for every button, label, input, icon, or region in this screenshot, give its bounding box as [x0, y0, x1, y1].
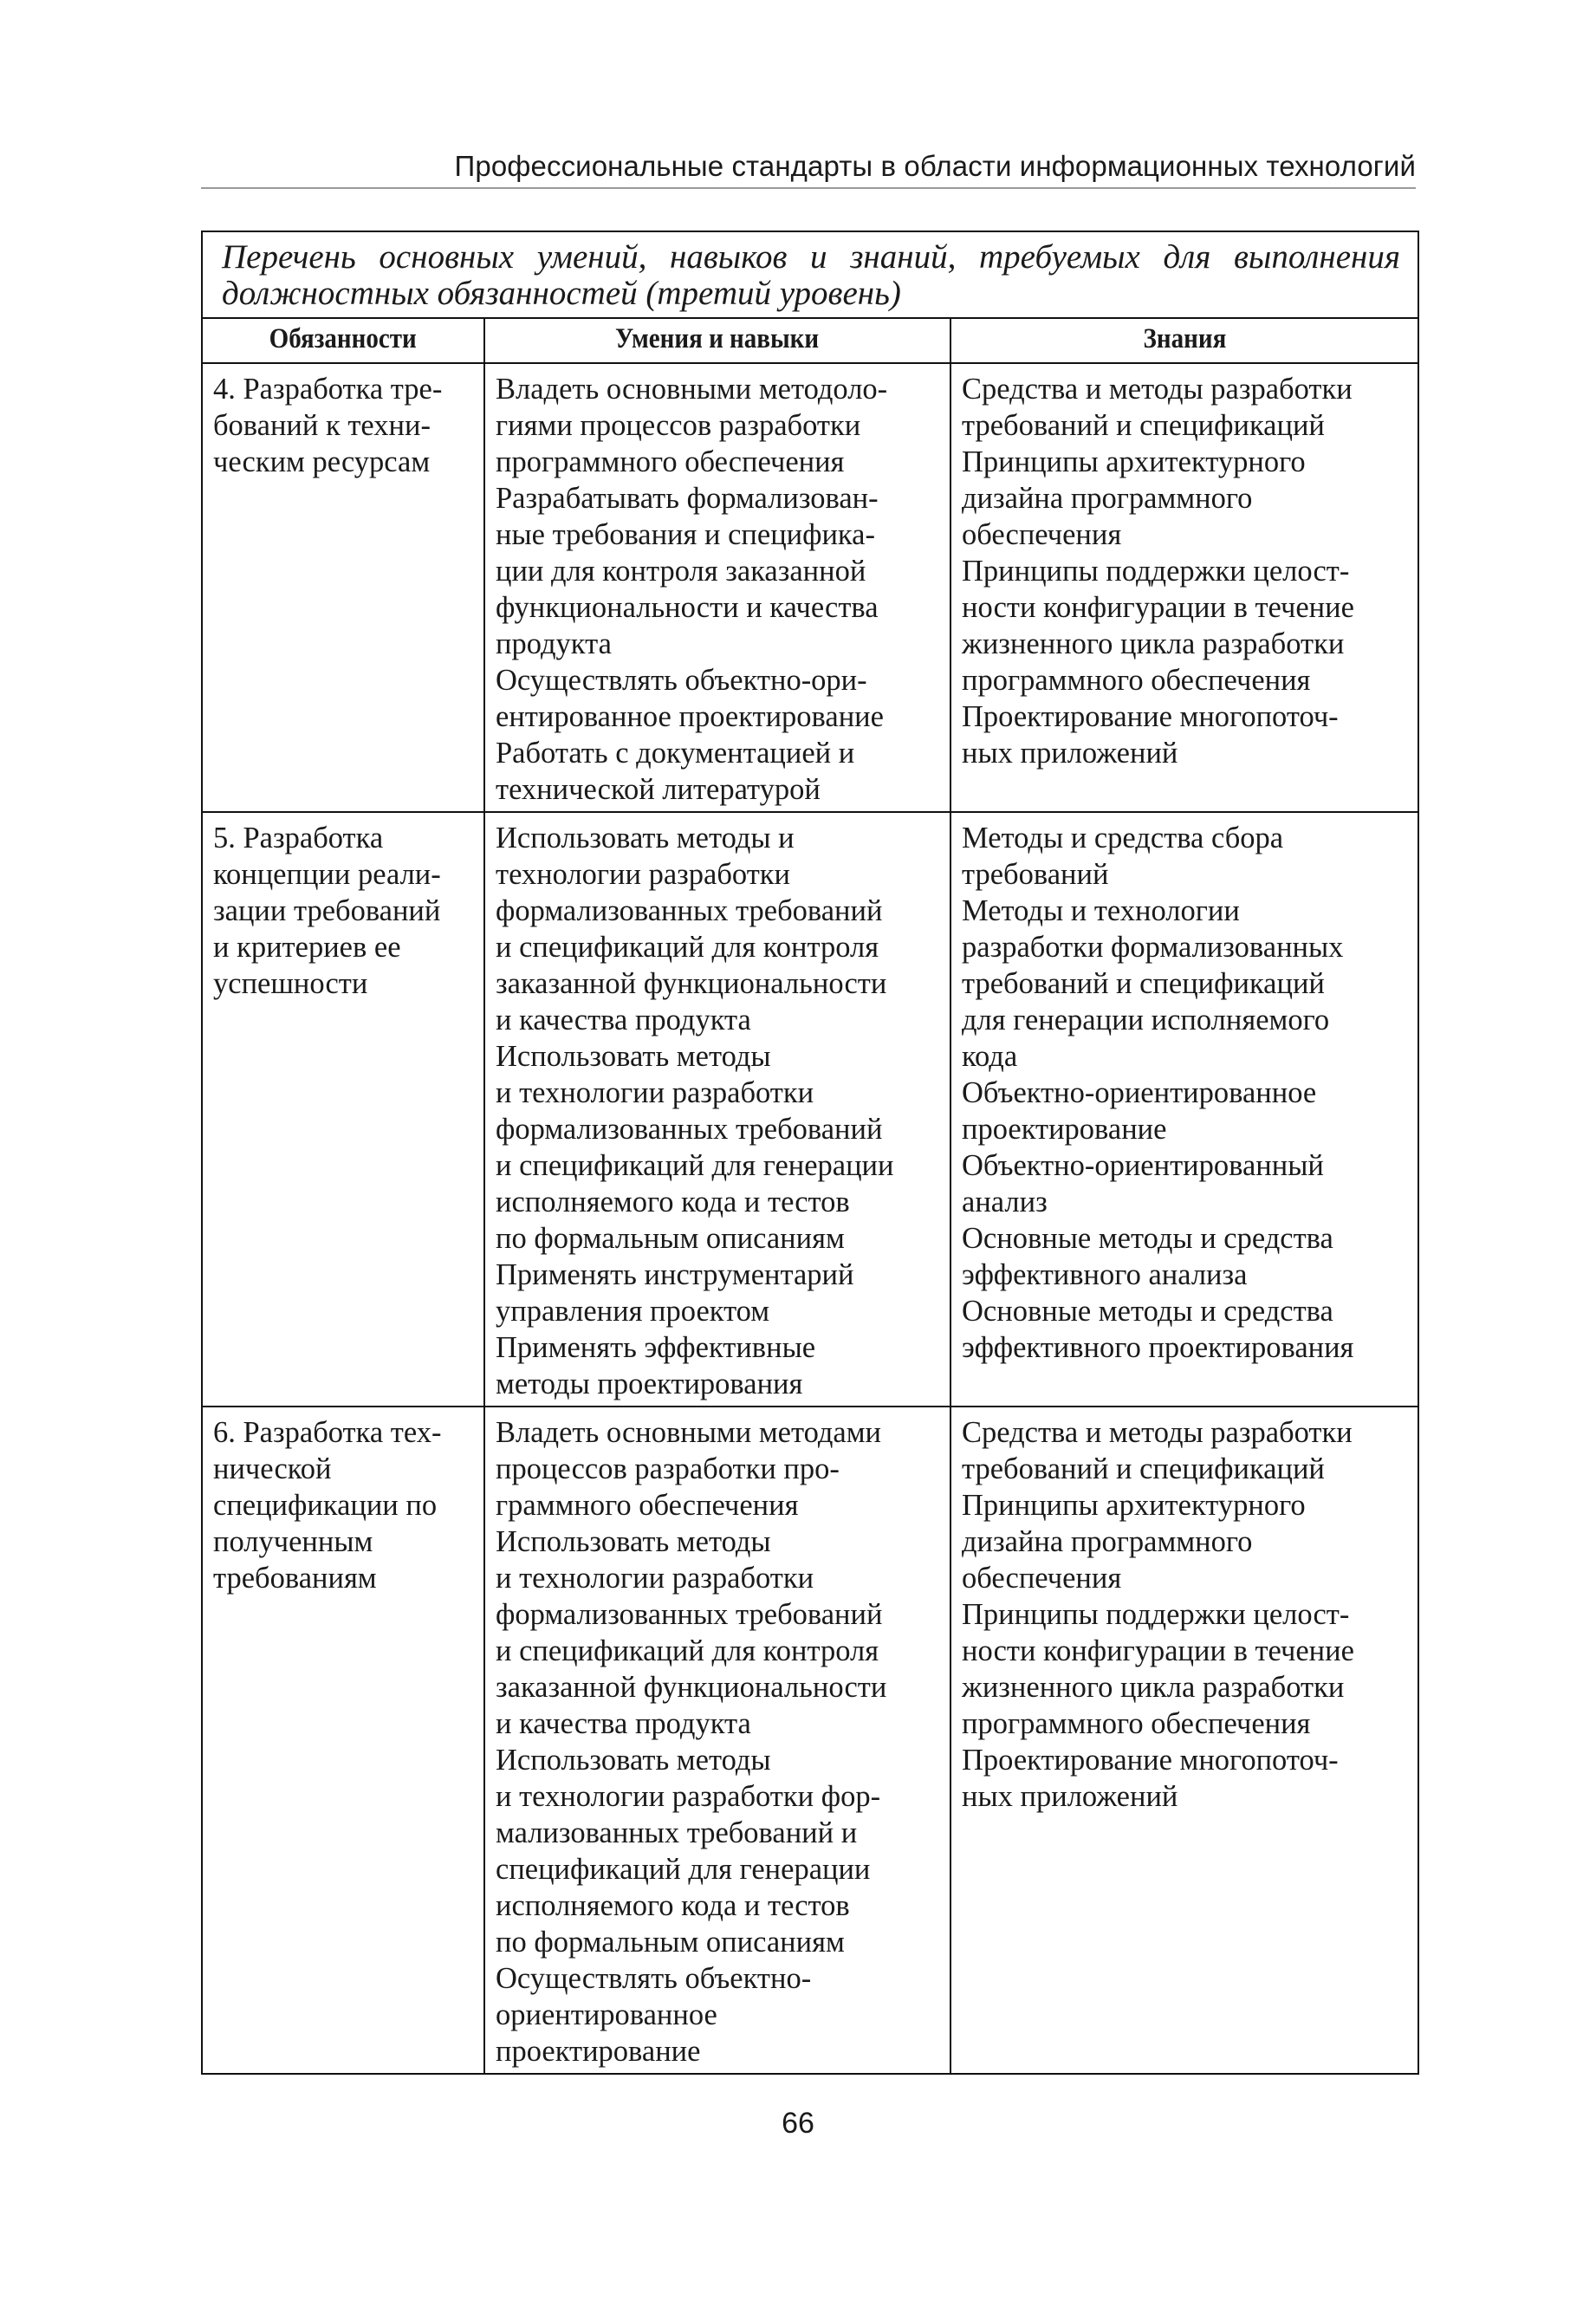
- cell-line: гиями процессов разработки: [496, 409, 861, 442]
- column-header-skills: Умения и навыки: [484, 318, 950, 363]
- cell-line: и технологии разработки: [496, 1562, 814, 1595]
- cell-line: требований и спецификаций: [962, 409, 1325, 442]
- knowledge-cell: [950, 1407, 1418, 2074]
- cell-line: 6. Разработка тех-: [213, 1416, 442, 1449]
- cell-line: функциональности и качества: [496, 591, 879, 624]
- cell-line: исполняемого кода и тестов: [496, 1186, 850, 1218]
- skills-table: [201, 231, 1419, 2075]
- cell-line: и качества продукта: [496, 1004, 751, 1036]
- cell-line: Использовать методы: [496, 1040, 771, 1073]
- cell-line: эффективного проектирования: [962, 1331, 1354, 1364]
- cell-line: обеспечения: [962, 518, 1122, 551]
- cell-line: ных приложений: [962, 737, 1178, 770]
- cell-line: и технологии разработки фор-: [496, 1780, 881, 1813]
- cell-line: Применять инструментарий: [496, 1258, 854, 1291]
- cell-line: заказанной функциональности: [496, 967, 887, 1000]
- cell-line: Принципы архитектурного: [962, 445, 1306, 478]
- cell-line: технологии разработки: [496, 858, 791, 891]
- cell-line: Объектно-ориентированное: [962, 1076, 1317, 1109]
- cell-line: формализованных требований: [496, 894, 883, 927]
- cell-line: Осуществлять объектно-ори-: [496, 664, 867, 697]
- skills-cell: [484, 1407, 950, 2074]
- cell-line: управления проектом: [496, 1295, 770, 1328]
- cell-line: ности конфигурации в течение: [962, 591, 1354, 624]
- column-header-knowledge: Знания: [950, 318, 1418, 363]
- table-caption-row: [202, 231, 1418, 318]
- table-row: [202, 1407, 1418, 2074]
- cell-line: и критериев ее: [213, 931, 401, 964]
- knowledge-cell: [950, 363, 1418, 812]
- cell-line: спецификаций для генерации: [496, 1853, 871, 1886]
- cell-line: ные требования и специфика-: [496, 518, 875, 551]
- table-row: [202, 363, 1418, 812]
- duty-cell: [202, 1407, 484, 2074]
- cell-line: продукта: [496, 627, 612, 660]
- cell-line: и спецификаций для контроля: [496, 931, 879, 964]
- cell-line: и технологии разработки: [496, 1076, 814, 1109]
- column-header-duties: Обязанности: [202, 318, 484, 363]
- duty-cell: [202, 363, 484, 812]
- cell-line: проектирование: [962, 1113, 1167, 1146]
- cell-line: программного обеспечения: [962, 1707, 1311, 1740]
- cell-line: концепции реали-: [213, 858, 441, 891]
- cell-line: и качества продукта: [496, 1707, 751, 1740]
- cell-line: бований к техни-: [213, 409, 431, 442]
- cell-line: Средства и методы разработки: [962, 373, 1353, 406]
- cell-line: требованиям: [213, 1562, 377, 1595]
- cell-line: Использовать методы и: [496, 822, 795, 854]
- cell-line: Разрабатывать формализован-: [496, 482, 879, 515]
- cell-line: для генерации исполняемого: [962, 1004, 1330, 1036]
- cell-line: Применять эффективные: [496, 1331, 816, 1364]
- cell-line: Владеть основными методоло-: [496, 373, 888, 406]
- cell-line: Осуществлять объектно-: [496, 1962, 812, 1995]
- cell-line: процессов разработки про-: [496, 1452, 840, 1485]
- cell-line: 4. Разработка тре-: [213, 373, 443, 406]
- cell-line: требований и спецификаций: [962, 1452, 1325, 1485]
- cell-line: эффективного анализа: [962, 1258, 1248, 1291]
- cell-line: Использовать методы: [496, 1525, 771, 1558]
- page-number: 66: [782, 2107, 814, 2140]
- cell-line: Объектно-ориентированный: [962, 1149, 1324, 1182]
- header-rule: [201, 187, 1416, 189]
- cell-line: анализ: [962, 1186, 1048, 1218]
- cell-line: по формальным описаниям: [496, 1926, 845, 1959]
- cell-line: успешности: [213, 967, 368, 1000]
- cell-line: Средства и методы разработки: [962, 1416, 1353, 1449]
- cell-line: ческим ресурсам: [213, 445, 431, 478]
- cell-line: граммного обеспечения: [496, 1489, 799, 1522]
- table-caption: Перечень основных умений, навыков и знаний, требуемых для выполнения должностных обязанностей (третий уровень): [202, 231, 1418, 318]
- cell-line: зации требований: [213, 894, 441, 927]
- cell-line: жизненного цикла разработки: [962, 1671, 1345, 1704]
- cell-line: Использовать методы: [496, 1744, 771, 1777]
- cell-line: по формальным описаниям: [496, 1222, 845, 1255]
- cell-line: Принципы архитектурного: [962, 1489, 1306, 1522]
- table-header-row: [202, 318, 1418, 363]
- cell-line: технической литературой: [496, 773, 821, 806]
- cell-line: полученным: [213, 1525, 373, 1558]
- knowledge-cell: [950, 812, 1418, 1407]
- cell-line: кода: [962, 1040, 1018, 1073]
- cell-line: Проектирование многопоточ-: [962, 700, 1339, 733]
- cell-line: Принципы поддержки целост-: [962, 555, 1350, 588]
- cell-line: программного обеспечения: [496, 445, 845, 478]
- cell-line: формализованных требований: [496, 1598, 883, 1631]
- cell-line: ориентированное: [496, 1998, 717, 2031]
- cell-line: жизненного цикла разработки: [962, 627, 1345, 660]
- cell-line: программного обеспечения: [962, 664, 1311, 697]
- cell-line: 5. Разработка: [213, 822, 384, 854]
- cell-line: ции для контроля заказанной: [496, 555, 866, 588]
- cell-line: Основные методы и средства: [962, 1295, 1333, 1328]
- cell-line: ных приложений: [962, 1780, 1178, 1813]
- cell-line: заказанной функциональности: [496, 1671, 887, 1704]
- cell-line: проектирование: [496, 2035, 701, 2068]
- cell-line: формализованных требований: [496, 1113, 883, 1146]
- cell-line: дизайна программного: [962, 482, 1253, 515]
- cell-line: обеспечения: [962, 1562, 1122, 1595]
- cell-line: требований: [962, 858, 1109, 891]
- cell-line: Проектирование многопоточ-: [962, 1744, 1339, 1777]
- cell-line: Принципы поддержки целост-: [962, 1598, 1350, 1631]
- cell-line: ентированное проектирование: [496, 700, 884, 733]
- cell-line: Методы и технологии: [962, 894, 1240, 927]
- cell-line: нической: [213, 1452, 332, 1485]
- cell-line: Владеть основными методами: [496, 1416, 882, 1449]
- cell-line: дизайна программного: [962, 1525, 1253, 1558]
- duty-cell: [202, 812, 484, 1407]
- cell-line: мализованных требований и: [496, 1816, 858, 1849]
- table-row: [202, 812, 1418, 1407]
- cell-line: и спецификаций для генерации: [496, 1149, 894, 1182]
- cell-line: спецификации по: [213, 1489, 438, 1522]
- skills-cell: [484, 363, 950, 812]
- cell-line: исполняемого кода и тестов: [496, 1889, 850, 1922]
- cell-line: и спецификаций для контроля: [496, 1634, 879, 1667]
- cell-line: разработки формализованных: [962, 931, 1344, 964]
- cell-line: методы проектирования: [496, 1368, 803, 1400]
- cell-line: Основные методы и средства: [962, 1222, 1333, 1255]
- cell-line: ности конфигурации в течение: [962, 1634, 1354, 1667]
- skills-cell: [484, 812, 950, 1407]
- cell-line: Методы и средства сбора: [962, 822, 1284, 854]
- cell-line: Работать с документацией и: [496, 737, 855, 770]
- cell-line: требований и спецификаций: [962, 967, 1325, 1000]
- running-header: Профессиональные стандарты в области информационных технологий: [454, 150, 1416, 182]
